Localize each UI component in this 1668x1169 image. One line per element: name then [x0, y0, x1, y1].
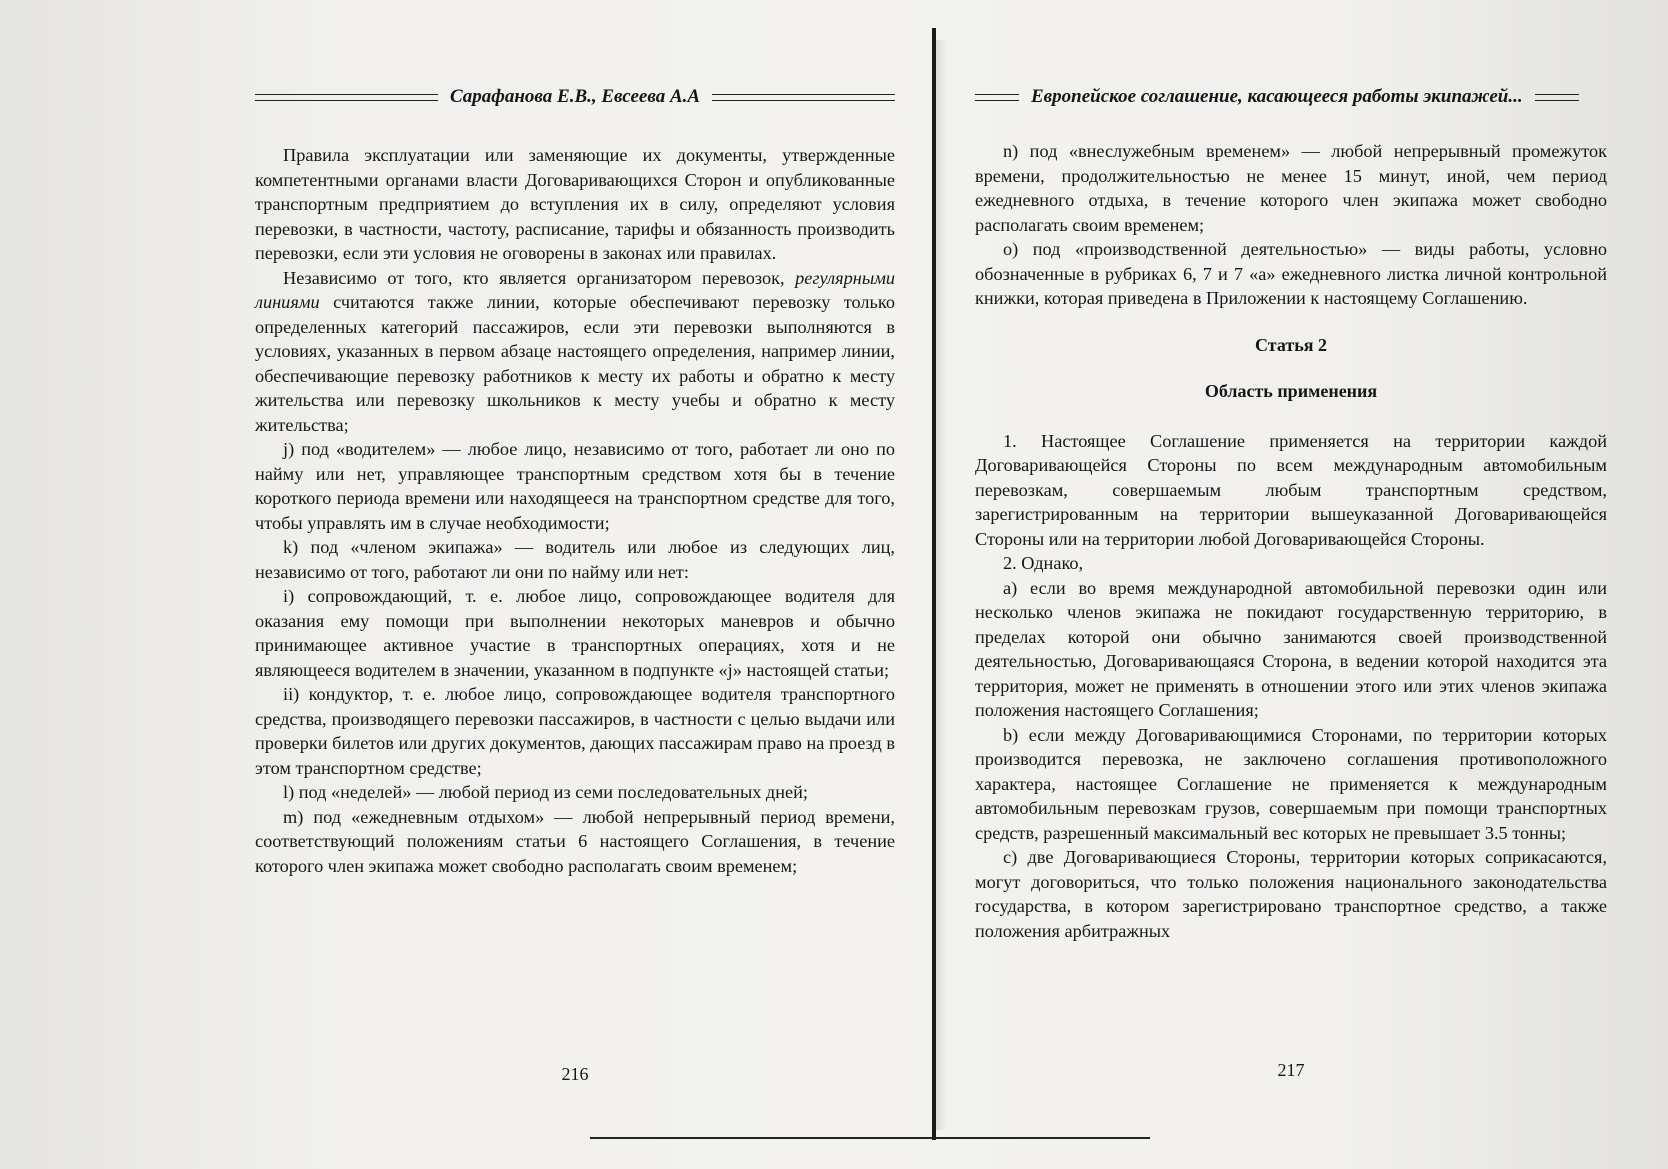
paragraph: c) две Договаривающиеся Стороны, территории которых соприкасаются, могут договориться, что только положения национального законодательства государства, в котором зарегистрировано транспортное средство, а также положения арбитражных: [975, 847, 1607, 941]
header-rule-left-inner: [712, 94, 895, 101]
paragraph: j) под «водителем» — любое лицо, независимо от того, работает ли оно по найму или нет, управляющее транспортным средством хотя бы в течение короткого периода времени или находящееся на транспортном средстве для того, чтобы управлять им в случае необходимости;: [255, 439, 895, 533]
paragraph: Правила эксплуатации или заменяющие их документы, утвержденные компетентными органами власти Договаривающихся Сторон и опубликованные транспортным предприятием до вступления их в силу, определяют условия перевозки, в частности, частоту, расписание, тарифы и обязанность производить перевозки, если эти условия не оговорены в законах или правилах.: [255, 145, 895, 263]
article-title: Статья 2: [1255, 334, 1327, 355]
paragraph: 1. Настоящее Соглашение применяется на территории каждой Договаривающейся Стороны по всем международным автомобильным перевозкам, совершаемым любым транспортным средством, зарегистрированным на территории вышеуказанной Договаривающейся Стороны или на территории любой Договаривающейся Стороны.: [975, 430, 1607, 549]
paragraph: 2. Однако,: [1003, 553, 1084, 573]
page-number-left: 216: [561, 1064, 589, 1084]
paragraph: n) под «внеслужебным временем» — любой непрерывный промежуток времени, продолжительностью не менее 15 минут, иной, чем период ежедневного отдыха, в течение которого член экипажа может свободно располагать своим временем;: [975, 141, 1607, 235]
spine-shadow: [936, 40, 946, 1130]
paragraph: k) под «членом экипажа» — водитель или любое из следующих лиц, независимо от того, работают ли они по найму или нет:: [255, 537, 895, 582]
page-number-right: 217: [1277, 1060, 1305, 1080]
paragraph: o) под «производственной деятельностью» — виды работы, условно обозначенные в рубриках 6, 7 и 7 «а» ежедневного листка личной контрольной книжки, которая приведена в Приложении к настоящему Соглашению.: [975, 239, 1607, 308]
paragraph: l) под «неделей» — любой период из семи последовательных дней;: [283, 782, 808, 802]
italic-term: регулярными линиями: [255, 267, 896, 312]
running-header-left: [255, 86, 895, 108]
article-subtitle: Область применения: [1204, 380, 1378, 401]
paragraph: ii) кондуктор, т. е. любое лицо, сопровождающее водителя транспортного средства, производящего перевозки пассажиров, в частности с целью выдачи или проверки билетов или других документов, дающих пассажирам право на проезд в этом транспортном средстве;: [255, 684, 895, 778]
paragraph-text: Независимо от того, кто является организатором перевозок,: [283, 267, 785, 288]
paragraph: a) если во время международной автомобильной перевозки один или несколько членов экипажа не покидают государственную территорию, в пределах которой они обычно занимаются своей производственной деятельностью, Договаривающаяся Сторона, в ведении которой находится эта территория, может не применять в отношении этого или этих членов экипажа положения настоящего Соглашения;: [975, 577, 1607, 720]
paragraph: b) если между Договаривающимися Сторонами, по территории которых производится перевозка, не заключено соглашения противоположного характера, настоящее Соглашение не применяется к международным автомобильным перевозкам грузов, совершаемым при помощи транспортных средств, разрешенный максимальный вес которых не превышает 3.5 тонны;: [975, 724, 1607, 843]
header-rule-right-inner: [975, 94, 1019, 101]
right-page-body: [975, 139, 1607, 943]
running-header-left-text: Сарафанова Е.В., Евсеева А.А: [449, 86, 701, 107]
paragraph-text: считаются также линии, которые обеспечивают перевозку только определенных категорий пассажиров, если эти перевозки выполняются в условиях, указанных в первом абзаце настоящего определения, например линии, обеспечивающие перевозку работников к месту их работы и обратно к месту жительства или перевозку школьников к месту учебы и обратно к месту жительства;: [255, 292, 895, 435]
header-rule-right-outer: [1535, 94, 1579, 101]
header-rule-left-outer: [255, 94, 438, 101]
running-header-right: [975, 86, 1607, 108]
running-header-right-text: Европейское соглашение, касающееся работы экипажей...: [1031, 86, 1523, 107]
paragraph: i) сопровождающий, т. е. любое лицо, сопровождающее водителя для оказания ему помощи при выполнении некоторых маневров и обычно принимающее активное участие в транспортных операциях, хотя и не являющееся водителем в значении, указанном в подпункте «j» настоящей статьи;: [255, 586, 895, 680]
bottom-edge-line: [590, 1137, 1150, 1139]
left-page-body: [255, 143, 895, 878]
paragraph: [255, 266, 895, 438]
paragraph: m) под «ежедневным отдыхом» — любой непрерывный период времени, соответствующий положениям статьи 6 настоящего Соглашения, в течение которого член экипажа может свободно располагать своим временем;: [255, 806, 895, 876]
